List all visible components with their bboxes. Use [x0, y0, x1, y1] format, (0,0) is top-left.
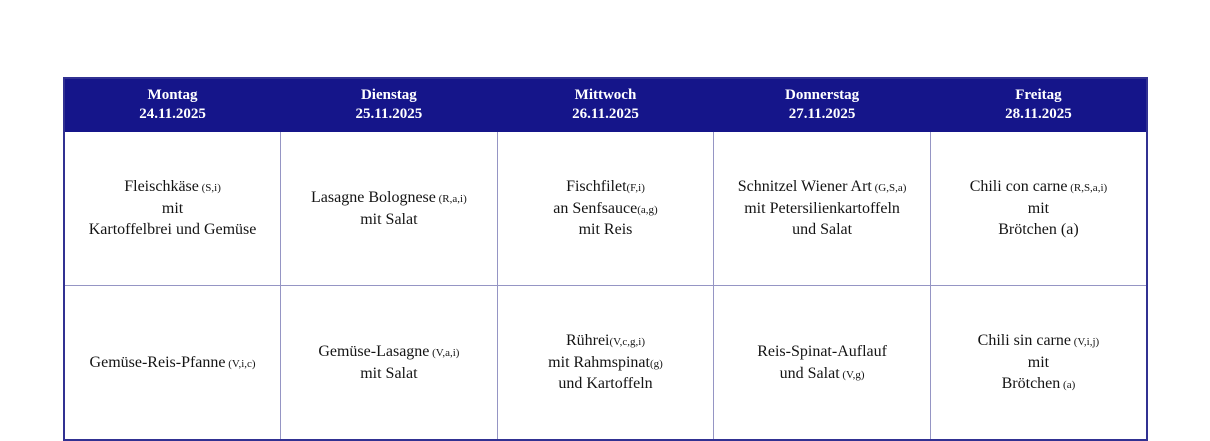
menu-table-body [64, 132, 1147, 441]
meal-line [287, 363, 491, 385]
date-label: 25.11.2025 [355, 106, 423, 122]
meal-text: und Salat [792, 221, 853, 239]
meal-line [720, 176, 924, 198]
day-label: Dienstag [360, 86, 417, 103]
meal-line [504, 373, 708, 395]
meal-line [937, 219, 1140, 241]
meal-text: Schnitzel Wiener Art [737, 178, 872, 196]
allergen-code: (a) [1060, 379, 1076, 392]
allergen-code: (g) [649, 357, 663, 370]
meal-text: Brötchen [1001, 375, 1061, 393]
meal-text: Reis-Spinat-Auflauf [757, 342, 887, 360]
date-label: 26.11.2025 [572, 106, 639, 122]
meal-line [504, 219, 708, 241]
meal-line [71, 176, 274, 198]
meal-text: Chili sin carne [977, 332, 1071, 350]
meal-text: Kartoffelbrei und Gemüse [88, 221, 257, 239]
meal-line [287, 209, 491, 231]
meal-line [504, 198, 708, 220]
meal-row-1 [64, 132, 1147, 286]
allergen-code: (G,S,a) [871, 182, 907, 195]
meal-text: mit Salat [360, 210, 418, 228]
meal-text: mit [161, 199, 184, 217]
meal-text: Fischfilet [566, 178, 627, 196]
allergen-code: (R,S,a,i) [1067, 182, 1108, 195]
meal-cell [497, 286, 714, 441]
menu-table-head [64, 78, 1147, 132]
header-cell-freitag [930, 78, 1147, 132]
meal-text: Chili con carne [969, 178, 1068, 196]
header-cell-dienstag [281, 78, 498, 132]
allergen-code: (V,a,i) [429, 346, 460, 359]
meal-line [937, 373, 1140, 395]
header-cell-donnerstag [714, 78, 931, 132]
meal-cell [64, 286, 281, 441]
weekly-menu-table [63, 77, 1148, 441]
meal-text: mit Petersilienkartoffeln [744, 199, 900, 217]
allergen-code: (S,i) [198, 182, 221, 195]
date-label: 27.11.2025 [788, 106, 856, 122]
meal-cell [930, 286, 1147, 441]
meal-text: an Senfsauce [553, 199, 638, 217]
meal-text: Brötchen (a) [998, 221, 1079, 239]
day-label: Donnerstag [784, 86, 860, 103]
day-label: Montag [147, 86, 198, 103]
header-row [64, 78, 1147, 132]
meal-line [71, 352, 274, 374]
meal-line [937, 330, 1140, 352]
meal-text: mit [1027, 199, 1050, 217]
meal-line [937, 176, 1140, 198]
day-label: Mittwoch [574, 86, 637, 103]
meal-line [504, 352, 708, 374]
meal-line [504, 330, 708, 352]
meal-line [287, 187, 491, 209]
meal-line [720, 198, 924, 220]
meal-text: und Kartoffeln [558, 375, 653, 393]
meal-cell [930, 132, 1147, 286]
meal-line [71, 198, 274, 220]
meal-line [720, 363, 924, 385]
meal-text: mit Rahmspinat [548, 353, 650, 371]
meal-line [71, 219, 274, 241]
meal-text: Fleischkäse [124, 178, 199, 196]
meal-text: Gemüse-Reis-Pfanne [89, 353, 226, 371]
meal-line [937, 198, 1140, 220]
meal-cell [497, 132, 714, 286]
allergen-code: (a,g) [637, 203, 658, 216]
meal-cell [281, 132, 498, 286]
meal-text: und Salat [779, 364, 840, 382]
meal-line [287, 341, 491, 363]
header-cell-montag [64, 78, 281, 132]
meal-cell [714, 286, 931, 441]
meal-line [937, 352, 1140, 374]
meal-line [720, 341, 924, 363]
day-label: Freitag [1015, 86, 1062, 103]
meal-line [720, 219, 924, 241]
meal-cell [64, 132, 281, 286]
meal-text: mit Salat [360, 364, 418, 382]
allergen-code: (V,g) [839, 368, 865, 381]
header-cell-mittwoch [497, 78, 714, 132]
meal-text: Lasagne Bolognese [311, 188, 436, 206]
meal-cell [714, 132, 931, 286]
meal-text: mit Reis [578, 221, 633, 239]
date-label: 28.11.2025 [1005, 106, 1072, 122]
allergen-code: (V,i,j) [1070, 336, 1100, 349]
meal-text: Rührei [565, 332, 610, 350]
date-label: 24.11.2025 [139, 106, 206, 122]
meal-cell [281, 286, 498, 441]
allergen-code: (F,i) [626, 182, 645, 195]
allergen-code: (R,a,i) [435, 192, 467, 205]
meal-text: mit [1027, 353, 1050, 371]
meal-row-2 [64, 286, 1147, 441]
allergen-code: (V,c,g,i) [609, 336, 646, 349]
allergen-code: (V,i,c) [225, 357, 256, 370]
meal-line [504, 176, 708, 198]
meal-text: Gemüse-Lasagne [318, 342, 430, 360]
